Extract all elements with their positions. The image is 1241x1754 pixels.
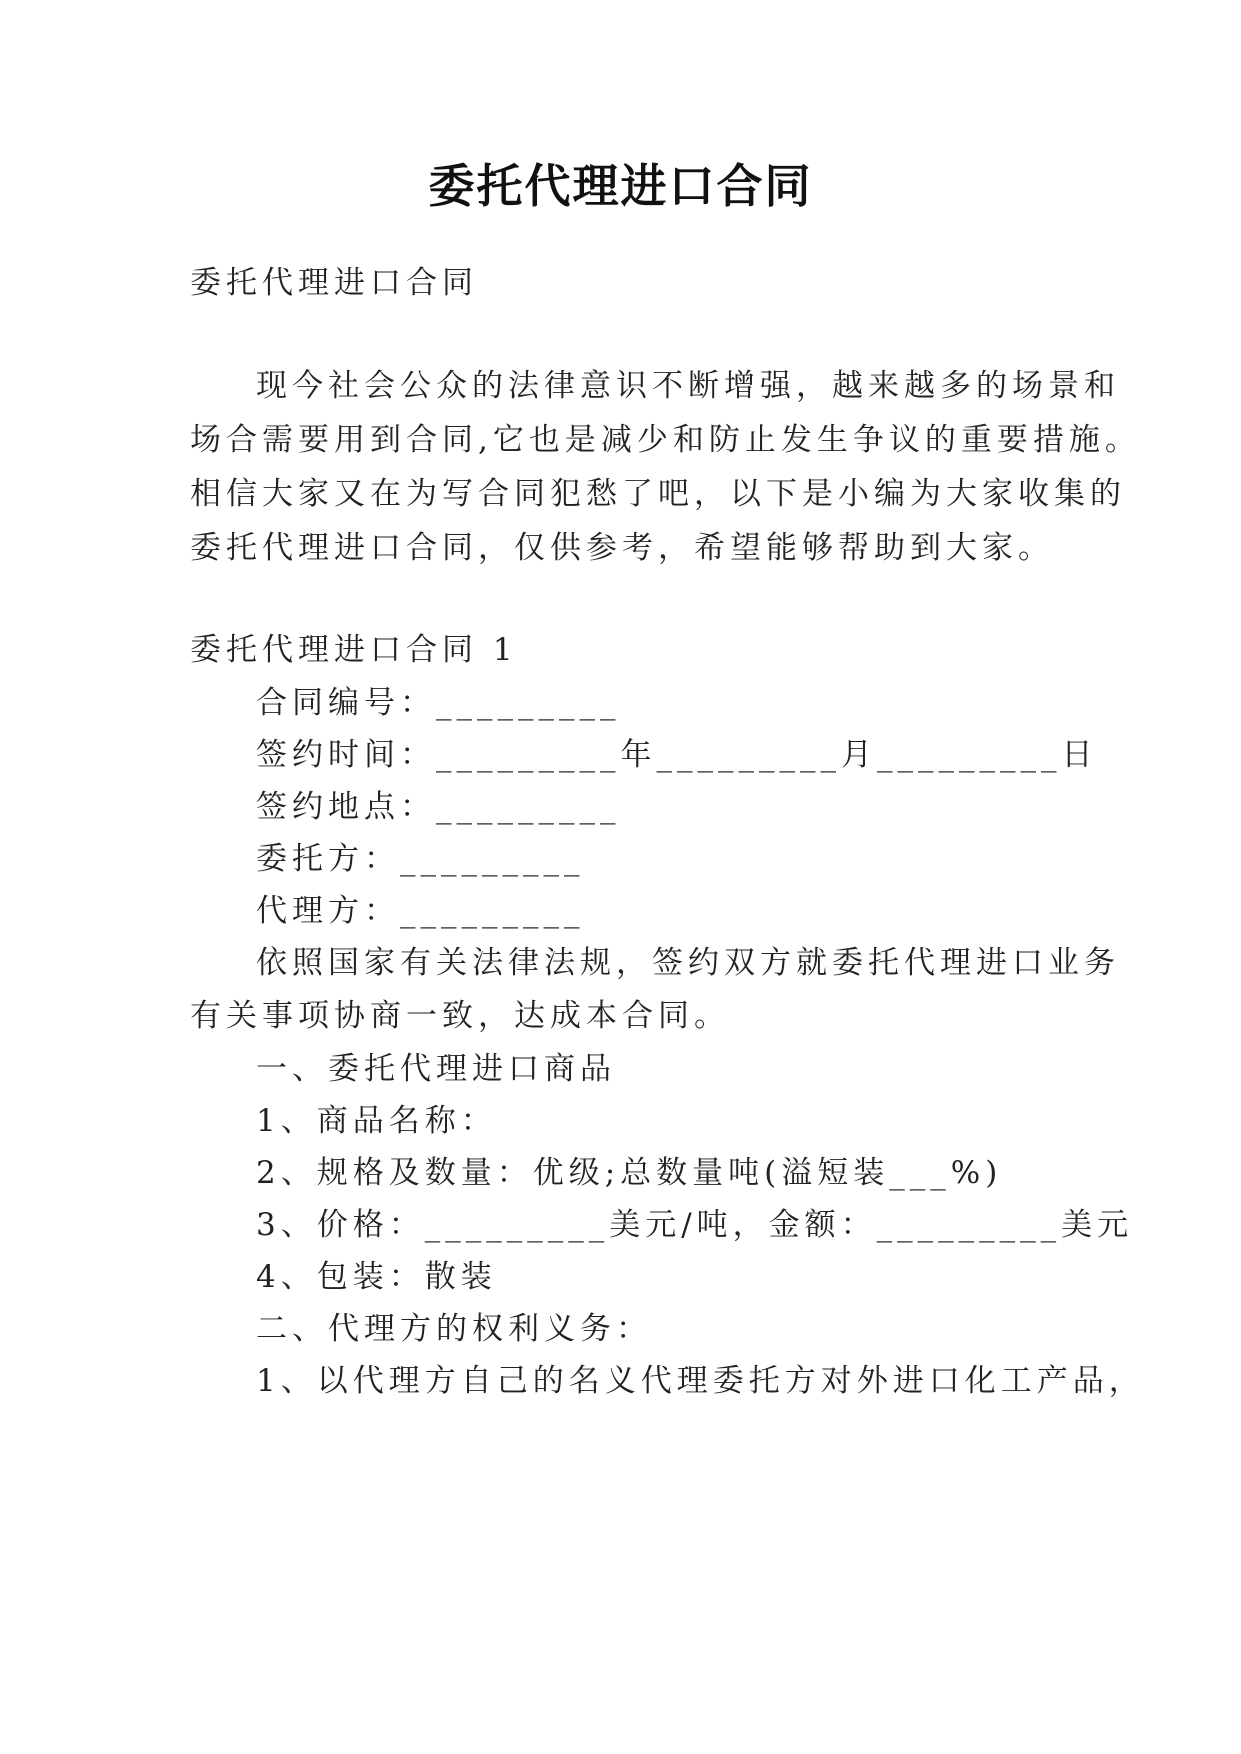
preamble-line-2: 有关事项协商一致，达成本合同。 — [190, 998, 730, 1034]
field-principal: 委托方：_________ — [256, 841, 585, 877]
field-contract-no: 合同编号：_________ — [256, 685, 621, 721]
intro-line-1: 现今社会公众的法律意识不断增强，越来越多的场景和 — [256, 368, 1120, 404]
field-sign-time: 签约时间：_________年_________月_________日 — [256, 737, 1098, 773]
field-agent: 代理方：_________ — [256, 893, 585, 929]
clause-item: 1、商品名称： — [256, 1103, 497, 1139]
document-subtitle: 委托代理进口合同 — [190, 265, 478, 301]
clause-item: 2、规格及数量：优级;总数量吨(溢短装___%) — [256, 1155, 1003, 1191]
clause-heading-2: 二、代理方的权利义务： — [256, 1311, 652, 1347]
clause-item: 4、包装：散装 — [256, 1259, 497, 1295]
intro-line-2: 场合需要用到合同,它也是减少和防止发生争议的重要措施。 — [190, 422, 1141, 458]
clause-item: 3、价格：_________美元/吨，金额：_________美元 — [256, 1207, 1134, 1243]
section-title: 委托代理进口合同 1 — [190, 632, 518, 668]
clause-heading-1: 一、委托代理进口商品 — [256, 1051, 616, 1087]
clause-item: 1、以代理方自己的名义代理委托方对外进口化工产品， — [256, 1363, 1145, 1399]
document-title: 委托代理进口合同 — [428, 159, 813, 213]
field-sign-place: 签约地点：_________ — [256, 789, 621, 825]
preamble-line-1: 依照国家有关法律法规，签约双方就委托代理进口业务 — [256, 945, 1120, 981]
intro-line-4: 委托代理进口合同，仅供参考，希望能够帮助到大家。 — [190, 530, 1054, 566]
intro-line-3: 相信大家又在为写合同犯愁了吧，以下是小编为大家收集的 — [190, 476, 1126, 512]
